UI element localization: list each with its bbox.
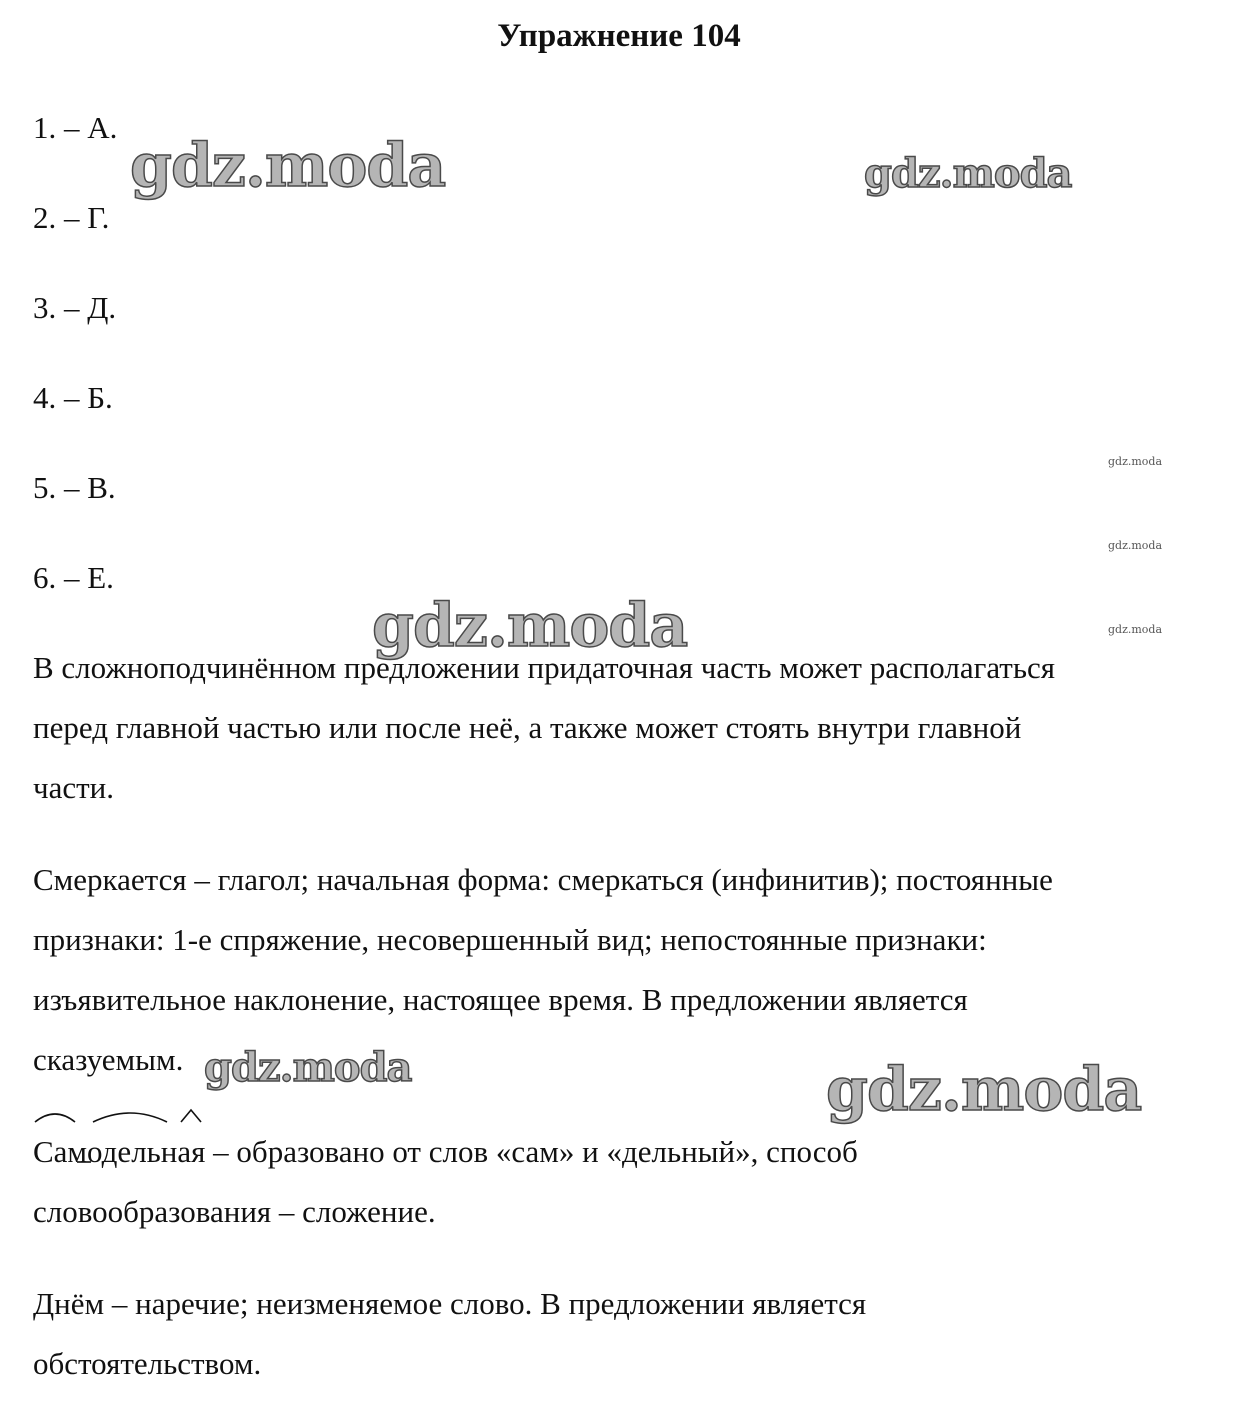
watermark: gdz.moda	[826, 1055, 1142, 1125]
watermark: gdz.moda	[372, 591, 688, 661]
answer-2: 2. – Г.	[33, 200, 110, 235]
answer-1: 1. – А.	[33, 110, 118, 145]
paragraph-line: Смеркается – глагол; начальная форма: смеркаться (инфинитив); постоянные	[33, 862, 1053, 897]
paragraph-adverb-analysis	[33, 1274, 1213, 1394]
watermark-small: gdz.moda	[1108, 539, 1163, 552]
answer-4: 4. – Б.	[33, 380, 113, 415]
paragraph-line: Днём – наречие; неизменяемое слово. В предложении является	[33, 1286, 867, 1321]
watermark: gdz.moda	[204, 1044, 412, 1091]
morpheme-marks-icon	[33, 1108, 203, 1168]
paragraph-line: обстоятельством.	[33, 1346, 262, 1381]
watermark-small: gdz.moda	[1108, 623, 1163, 636]
answer-6: 6. – Е.	[33, 560, 114, 595]
paragraph-line: Самодельная – образовано от слов «сам» и «дельный», способ	[33, 1122, 1213, 1182]
watermark: gdz.moda	[864, 150, 1072, 197]
watermark-small: gdz.moda	[1108, 455, 1163, 468]
morpheme-marked-word: Самодельная	[33, 1122, 205, 1182]
paragraph-complex-sentence	[33, 638, 1213, 818]
paragraph-line: В сложноподчинённом предложении придаточная часть может располагаться	[33, 650, 1056, 685]
watermark: gdz.moda	[130, 131, 446, 201]
paragraph-line: сказуемым.	[33, 1042, 184, 1077]
paragraph-line: перед главной частью или после неё, а также может стоять внутри главной	[33, 710, 1022, 745]
paragraph-line: признаки: 1-е спряжение, несовершенный вид; непостоянные признаки:	[33, 922, 987, 957]
paragraph-line: словообразования – сложение.	[33, 1194, 436, 1229]
paragraph-word-formation	[33, 1122, 1213, 1242]
paragraph-line: изъявительное наклонение, настоящее время. В предложении является	[33, 982, 968, 1017]
answer-5: 5. – В.	[33, 470, 116, 505]
answer-3: 3. – Д.	[33, 290, 117, 325]
exercise-title: Упражнение 104	[497, 18, 741, 54]
paragraph-line: части.	[33, 770, 114, 805]
